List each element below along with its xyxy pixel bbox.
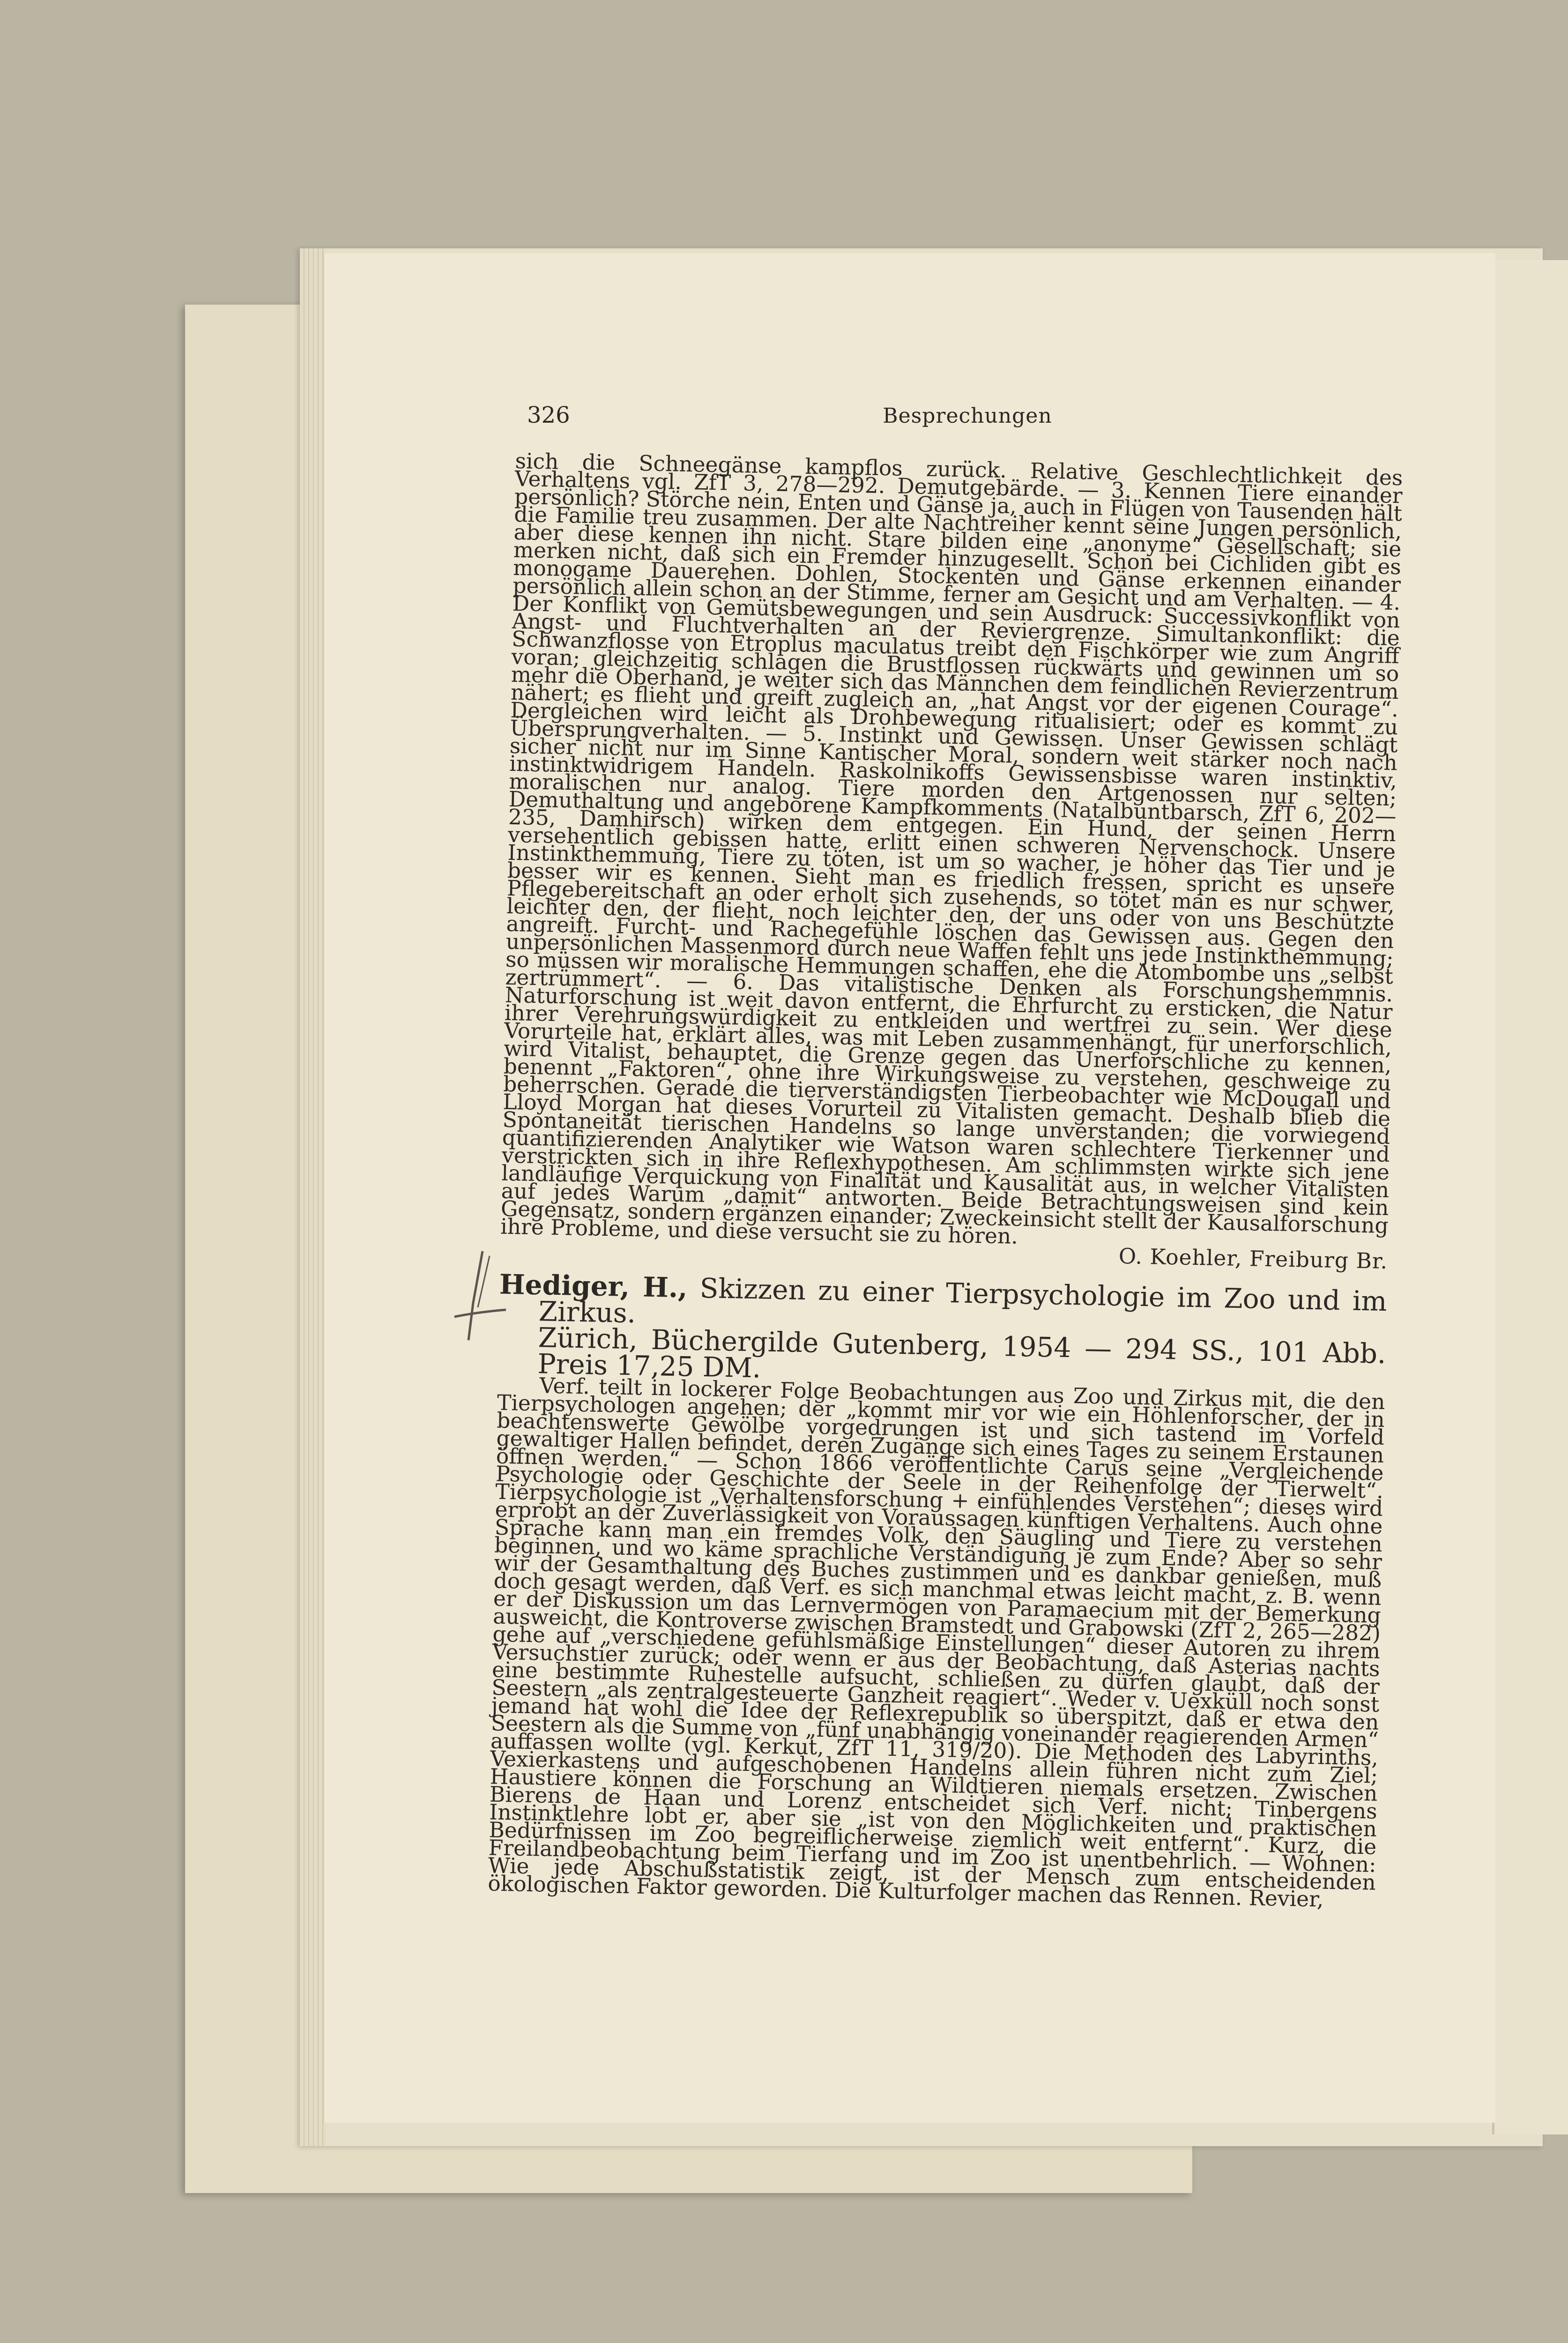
running-head: Besprechungen (883, 404, 1052, 428)
review-two-publication: Zürich, Büchergilde Gutenberg, 1954 — 294 SS., 101 Abb. Preis 17,25 DM. (537, 1321, 1387, 1384)
review-two-paragraph: Verf. teilt in lockerer Folge Beobachtungen aus Zoo und Zirkus mit, die den Tierpsychologen angehen; der „kommt mir vor wie ein Höhlenforscher, der in beachtenswerte Gewölbe vorgedrungen ist und sich tastend im Vorfeld gewaltiger Hallen befindet, deren Zugänge sich eines Tages zu seinem Erstaunen öffnen werden.“ — Schon 1866 veröffentlichte Carus seine „Vergleichende Psychologie oder Geschichte der Seele in der Reihenfolge der Tierwelt“. Tierpsychologie ist „Verhaltensforschung + einfühlendes Verstehen“; dieses wird erprobt an der Zuverlässigkeit von Voraussagen künftigen Verhaltens. Auch ohne Sprache kann man ein fremdes Volk, den Säugling und Tiere zu verstehen beginnen, und wo käme sprachliche Verständigung je zum Ende? Aber so sehr wir der Gesamthaltung des Buches zustimmen und es dankbar genießen, muß doch gesagt werden, daß Verf. es sich manchmal etwas leicht macht, z. B. wenn er der Diskussion um das Lernvermögen von Paramaecium mit der Bemerkung ausweicht, die Kontroverse zwischen Bramstedt und Grabowski (ZfT 2, 265—282) gehe auf „verschiedene gefühlsmäßige Einstellungen“ dieser Autoren zu ihrem Versuchstier zurück; oder wenn er aus der Beobachtung, daß Asterias nachts eine bestimmte Ruhestelle aufsucht, schließen zu dürfen glaubt, daß der Seestern „als zentralgesteuerte Ganzheit reagiert“. Weder v. Uexküll noch sonst jemand hat wohl die Idee der Reflexrepublik so überspitzt, daß er etwa den Seestern als die Summe von „fünf unabhängig voneinander reagierenden Armen“ auffassen wollte (vgl. Kerkut, ZfT 11, 319/20). Die Methoden des Labyrinths, Vexierkastens und aufgeschobenen Handelns allein führen nicht zum Ziel; Haustiere können die Forschung an Wildtieren niemals ersetzen. Zwischen Bierens de Haan und Lorenz entscheidet sich Verf. nicht; Tinbergens Instinktlehre lobt er, aber sie „ist von den Möglichkeiten und praktischen Bedürfnissen im Zoo begreiflicherweise ziemlich weit entfernt“. Kurz, die Freilandbeobachtung beim Tierfang und im Zoo ist unentbehrlich. — Wohnen: Wie jede Abschußstatistik zeigt, ist der Mensch zum entscheidenden ökologischen Faktor geworden. Die Kulturfolger machen das Rennen. Revier, (487, 1373, 1385, 1912)
page-number: 326 (527, 402, 570, 428)
page-header (527, 402, 1408, 430)
reviewer-signature: O. Koehler, Freiburg Br. (1118, 1244, 1388, 1274)
review-one-paragraph: sich die Schneegänse kampflos zurück. Relative Geschlechtlichkeit des Verhaltens vgl. ZfT 3, 278—292. Demutgebärde. — 3. Kennen Tiere einander persönlich? Störche nein, Enten und Gänse ja, auch in Flügen von Tausenden hält die Familie treu zusammen. Der alte Nachtreiher kennt seine Jungen persönlich, aber diese kennen ihn nicht. Stare bilden eine „anonyme“ Gesellschaft; sie merken nicht, daß sich ein Fremder hinzugesellt. Schon bei Cichliden gibt es monogame Dauerehen. Dohlen, Stockenten und Gänse erkennen einander persönlich allein schon an der Stimme, ferner am Gesicht und am Verhalten. — 4. Der Konflikt von Gemütsbewegungen und sein Ausdruck: Successivkonflikt von Angst- und Fluchtverhalten an der Reviergrenze. Simultankonflikt: die Schwanzflosse von Etroplus maculatus treibt den Fischkörper wie zum Angriff voran; gleichzeitig schlagen die Brustflossen rückwärts und gewinnen um so mehr die Oberhand, je weiter sich das Männchen dem feindlichen Revierzentrum nähert; es flieht und greift zugleich an, „hat Angst vor der eigenen Courage“. Dergleichen wird leicht als Drohbewegung ritualisiert; oder es kommt zu Übersprungverhalten. — 5. Instinkt und Gewissen. Unser Gewissen schlägt sicher nicht nur im Sinne Kantischer Moral, sondern weit stärker noch nach instinktwidrigem Handeln. Raskolnikoffs Gewissensbisse waren instinktiv, moralischen nur analog. Tiere morden den Artgenossen nur selten; Demuthaltung und angeborene Kampfkomments (Natalbuntbarsch, ZfT 6, 202—235, Damhirsch) wirken dem entgegen. Ein Hund, der seinen Herrn versehentlich gebissen hatte, erlitt einen schweren Nervenschock. Unsere Instinkthemmung, Tiere zu töten, ist um so wacher, je höher das Tier und je besser wir es kennen. Sieht man es friedlich fressen, spricht es unsere Pflegebereitschaft an oder erholt sich zusehends, so tötet man es nur schwer, leichter den, der flieht, noch leichter den, der uns oder von uns Beschützte angreift. Furcht- und Rachegefühle löschen das Gewissen aus. Gegen den unpersönlichen Massenmord durch neue Waffen fehlt uns jede Instinkthemmung; so müssen wir moralische Hemmungen schaffen, ehe die Atombombe uns „selbst zertrümmert“. — 6. Das vitalistische Denken als Forschungshemmnis. Naturforschung ist weit davon entfernt, die Ehrfurcht zu ersticken, die Natur ihrer Verehrungswürdigkeit zu entkleiden und wertfrei zu sein. Wer diese Vorurteile hat, erklärt alles, was mit Leben zusammenhängt, für unerforschlich, wird Vitalist, behauptet, die Grenze gegen das Unerforschliche zu kennen, benennt „Faktoren“, ohne ihre Wirkungsweise zu verstehen, geschweige zu beherrschen. Gerade die tierverständigsten Tierbeobachter wie McDougall und Lloyd Morgan hat dieses Vorurteil zu Vitalisten gemacht. Deshalb blieb die Spontaneität tierischen Handelns so lange unverstanden; die vorwiegend quantifizierenden Analytiker wie Watson waren schlechtere Tierkenner und verstrickten sich in ihre Reflexhypothesen. Am schlimmsten wirkte sich jene landläufige Verquickung von Finalität und Kausalität aus, in welcher Vitalisten auf jedes Warum „damit“ antworten. Beide Betrachtungsweisen sind kein Gegensatz, sondern ergänzen einander; Zweckeinsicht stellt der Kausalforschung ihre Probleme, und diese versucht sie zu hören. (500, 448, 1403, 1249)
review-two-author: Hediger, H., (499, 1268, 688, 1304)
review-two-title: Skizzen zu einer Tierpsychologie im Zoo und im Zirkus. (538, 1272, 1388, 1329)
review-text-body (487, 448, 1403, 1912)
next-page-edge (1492, 260, 1568, 2134)
page-stack-edge (300, 248, 326, 2146)
